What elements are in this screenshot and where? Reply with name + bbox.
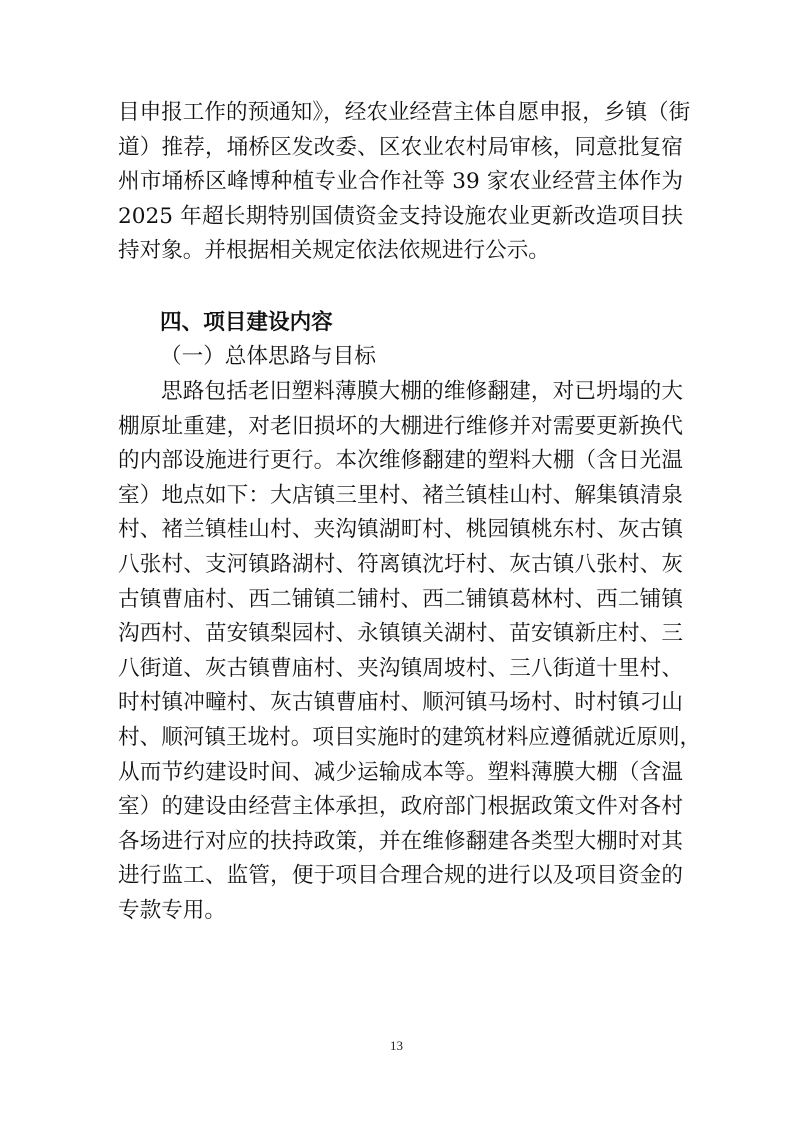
text-line: 八张村、支河镇路湖村、符离镇沈圩村、灰古镇八张村、灰 — [118, 551, 683, 577]
text-line: 目申报工作的预通知》，经农业经营主体自愿申报，乡镇（街 — [118, 100, 691, 125]
text-line: 从而节约建设时间、减少运输成本等。塑料薄膜大棚（含温 — [118, 759, 683, 785]
text-line: 村、褚兰镇桂山村、夹沟镇湖町村、桃园镇桃东村、灰古镇 — [118, 517, 683, 543]
text-line: 室）地点如下：大店镇三里村、褚兰镇桂山村、解集镇清泉 — [118, 482, 683, 508]
text-line: 州市埇桥区峰博种植专业合作社等 39 家农业经营主体作为 — [118, 169, 683, 195]
page-number: 13 — [390, 1038, 403, 1053]
subsection-heading: （一）总体思路与目标 — [160, 344, 376, 369]
text-line: 持对象。并根据相关规定依法依规进行公示。 — [118, 238, 550, 264]
text-line: 进行监工、监管，便于项目合理合规的进行以及项目资金的 — [118, 863, 683, 889]
paragraph-application-approval — [118, 96, 691, 269]
text-line: 的内部设施进行更行。本次维修翻建的塑料大棚（含日光温 — [118, 448, 683, 474]
text-line: 古镇曹庙村、西二铺镇二铺村、西二铺镇葛林村、西二铺镇 — [118, 586, 683, 612]
text-line: 室）的建设由经营主体承担，政府部门根据政策文件对各村 — [118, 794, 683, 820]
text-line: 棚原址重建，对老旧损坏的大棚进行维修并对需要更新换代 — [118, 413, 683, 439]
text-line: 思路包括老旧塑料薄膜大棚的维修翻建，对已坍塌的大 — [161, 379, 683, 404]
text-line: 村、顺河镇王垅村。项目实施时的建筑材料应遵循就近原则， — [118, 724, 702, 750]
text-line: 2025 年超长期特别国债资金支持设施农业更新改造项目扶 — [118, 203, 683, 229]
text-line: 沟西村、苗安镇梨园村、永镇镇关湖村、苗安镇新庄村、三 — [118, 621, 683, 647]
text-line: 各场进行对应的扶持政策，并在维修翻建各类型大棚时对其 — [118, 828, 683, 854]
text-line: 八街道、灰古镇曹庙村、夹沟镇周坡村、三八街道十里村、 — [118, 655, 683, 681]
text-line: 时村镇冲疃村、灰古镇曹庙村、顺河镇马场村、时村镇刁山 — [118, 690, 683, 716]
paragraph-overall-approach — [118, 375, 702, 929]
text-line: 道）推荐，埇桥区发改委、区农业农村局审核，同意批复宿 — [118, 134, 683, 160]
section-heading: 四、项目建设内容 — [160, 310, 333, 335]
text-line: 专款专用。 — [118, 897, 226, 923]
